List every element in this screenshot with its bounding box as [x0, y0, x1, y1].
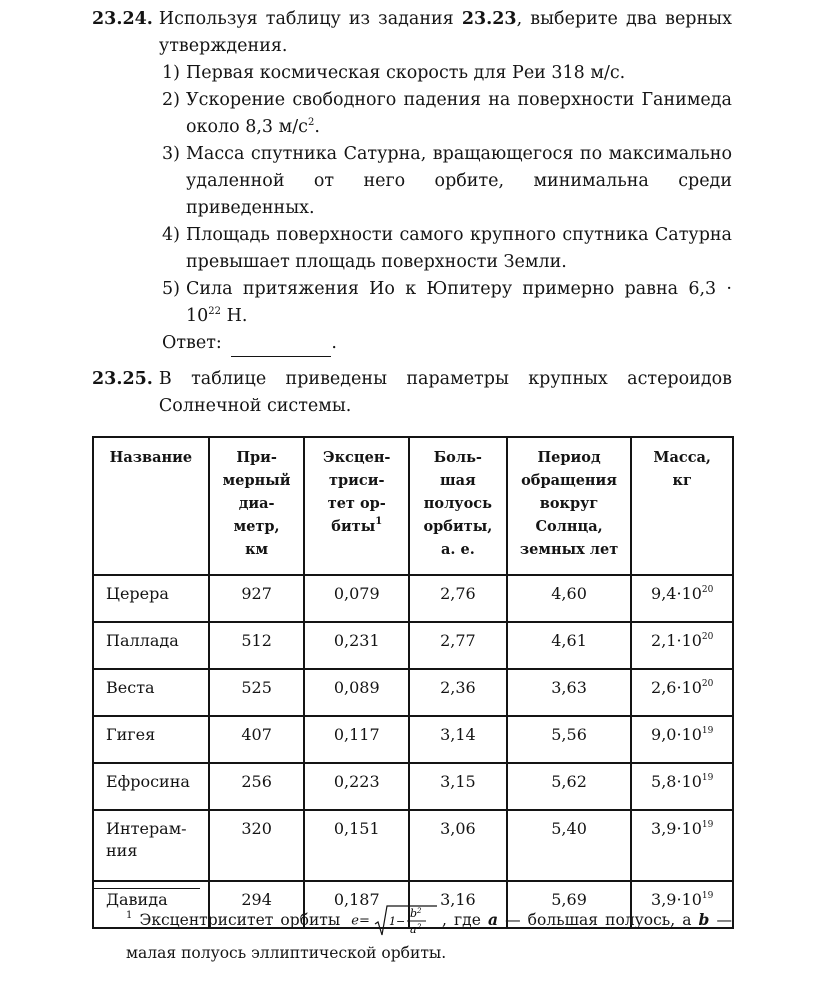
cell-name: Церера [93, 575, 209, 622]
footnote-text-a: — большая полуось, а [505, 911, 692, 929]
cell-diameter: 927 [209, 575, 305, 622]
cell-ecc: 0,151 [304, 810, 409, 881]
cell-period: 4,61 [507, 622, 632, 669]
column-header-label: Эксцен- триси- тет ор- биты [323, 449, 391, 535]
mass-mantissa: 3,9·10 [651, 819, 702, 838]
column-header-label: Масса, кг [653, 449, 711, 489]
mass-exponent: 20 [701, 585, 714, 595]
option-text [186, 222, 732, 276]
mass-exponent: 19 [701, 773, 714, 783]
footnote-text-end: — малая полуось эллиптической орбиты. [126, 911, 732, 962]
column-header [631, 437, 733, 575]
cell-name: Паллада [93, 622, 209, 669]
cell-diameter: 525 [209, 669, 305, 716]
cell-name: Ефросина [93, 763, 209, 810]
answer-label: Ответ: [162, 333, 222, 353]
table-row [93, 716, 733, 763]
column-header [507, 437, 632, 575]
mass-mantissa: 2,1·10 [651, 631, 702, 650]
cell-ecc: 0,089 [304, 669, 409, 716]
formula-one: 1 [389, 915, 397, 928]
option-superscript: 22 [208, 306, 222, 317]
table-header-row [93, 437, 733, 575]
option-number: 1) [162, 63, 180, 83]
cell-name: Веста [93, 669, 209, 716]
mass-exponent: 20 [701, 679, 714, 689]
table-body [93, 575, 733, 928]
cell-name: Интерам- ния [93, 810, 209, 881]
cell-axis: 3,14 [409, 716, 507, 763]
task-intro [159, 6, 732, 60]
table-row [93, 622, 733, 669]
cell-mass [631, 575, 733, 622]
answer-row [162, 330, 732, 357]
footnote-text-start: Эксцентриситет орбиты [139, 911, 341, 929]
column-header-label: Период обращения вокруг Солнца, земных лет [519, 449, 619, 558]
option-text-main: Первая космическая скорость для Реи 318 м/с. [186, 63, 626, 83]
answer-end: . [331, 333, 337, 353]
option-number: 2) [162, 90, 180, 110]
cell-period: 5,62 [507, 763, 632, 810]
option-text [186, 87, 732, 141]
cell-diameter: 294 [209, 881, 305, 928]
footnote [92, 904, 732, 968]
option-text-main: Сила притяжения Ио к Юпитеру примерно равна 6,3 · 10 [186, 279, 732, 326]
task-intro-end: , выберите два верных утверждения. [158, 9, 732, 56]
cell-axis: 3,16 [409, 881, 507, 928]
formula-lhs: e [351, 913, 359, 929]
cell-ecc: 0,187 [304, 881, 409, 928]
table-row [93, 810, 733, 881]
option-item [162, 60, 732, 87]
cell-mass [631, 669, 733, 716]
cell-mass [631, 716, 733, 763]
footnote-var-b: b [698, 910, 710, 929]
option-superscript: 2 [307, 117, 315, 128]
cell-mass [631, 622, 733, 669]
formula-minus: − [396, 915, 406, 928]
cell-mass [631, 810, 733, 881]
task-text: В таблице приведены параметры крупных астероидов Солнечной системы. [158, 369, 732, 416]
cell-axis: 2,77 [409, 622, 507, 669]
option-text-after: Н. [221, 306, 248, 326]
cell-diameter: 320 [209, 810, 305, 881]
footnote-var-a: a [487, 910, 499, 929]
sqrt-fraction-icon [374, 904, 438, 938]
table-row [93, 763, 733, 810]
column-header-label: При- мерный диа- метр, км [222, 449, 291, 558]
footnote-marker: 1 [126, 910, 133, 921]
formula-den-pow: 2 [417, 923, 422, 931]
option-text [186, 141, 732, 222]
option-text [186, 276, 732, 330]
option-text-after: . [314, 117, 320, 137]
cell-ecc: 0,079 [304, 575, 409, 622]
formula-num: b [410, 907, 418, 920]
option-number: 5) [162, 279, 180, 299]
task-number: 23.24. [92, 9, 153, 29]
option-text-main: Ускорение свободного падения на поверхности Ганимеда около 8,3 м/с [186, 90, 732, 137]
formula-den: a [410, 923, 417, 936]
column-header [93, 437, 209, 575]
cell-period: 5,69 [507, 881, 632, 928]
task-header [92, 6, 732, 60]
mass-exponent: 20 [701, 632, 714, 642]
cell-axis: 2,76 [409, 575, 507, 622]
mass-exponent: 19 [701, 820, 714, 830]
option-text [186, 60, 732, 87]
answer-field[interactable] [231, 338, 331, 357]
column-header [209, 437, 305, 575]
option-text-main: Площадь поверхности самого крупного спутника Сатурна превышает площадь поверхности Земли. [186, 225, 732, 272]
mass-exponent: 19 [701, 891, 714, 901]
cell-ecc: 0,223 [304, 763, 409, 810]
asteroid-table [92, 436, 734, 929]
footnote-ref: 1 [375, 516, 383, 527]
table-row [93, 669, 733, 716]
formula-num-pow: 2 [417, 907, 422, 915]
cell-name: Гигея [93, 716, 209, 763]
eccentricity-formula [351, 904, 438, 938]
column-header-label: Боль- шая полуось орбиты, а. е. [423, 449, 493, 558]
task-23-25 [92, 366, 732, 420]
footnote-divider [92, 888, 200, 889]
mass-mantissa: 9,4·10 [651, 584, 702, 603]
cell-period: 5,56 [507, 716, 632, 763]
cell-name: Давида [93, 881, 209, 928]
cell-period: 3,63 [507, 669, 632, 716]
cell-ecc: 0,117 [304, 716, 409, 763]
option-number: 3) [162, 144, 180, 164]
mass-mantissa: 9,0·10 [651, 725, 702, 744]
option-item [162, 87, 732, 141]
task-23-24 [92, 6, 732, 357]
mass-mantissa: 5,8·10 [651, 772, 702, 791]
task-intro-start: Используя таблицу из задания [158, 9, 454, 29]
cell-axis: 3,15 [409, 763, 507, 810]
cell-mass [631, 763, 733, 810]
cell-period: 4,60 [507, 575, 632, 622]
option-item [162, 141, 732, 222]
options-list [92, 60, 732, 330]
formula-eq: = [359, 913, 370, 929]
option-item [162, 276, 732, 330]
column-header [409, 437, 507, 575]
mass-exponent: 19 [701, 726, 714, 736]
cell-period: 5,40 [507, 810, 632, 881]
mass-mantissa: 2,6·10 [651, 678, 702, 697]
column-header-label: Название [109, 449, 193, 466]
cell-axis: 3,06 [409, 810, 507, 881]
cell-diameter: 256 [209, 763, 305, 810]
mass-mantissa: 3,9·10 [651, 890, 702, 909]
option-text-main: Масса спутника Сатурна, вращающегося по максимально удаленной от него орбите, минимальна среди приведенных. [186, 144, 732, 218]
cell-axis: 2,36 [409, 669, 507, 716]
cell-ecc: 0,231 [304, 622, 409, 669]
column-header [304, 437, 409, 575]
task-number: 23.25. [92, 369, 153, 389]
task-header [92, 366, 732, 420]
task-reference: 23.23 [461, 9, 517, 29]
table-row [93, 575, 733, 622]
option-item [162, 222, 732, 276]
option-number: 4) [162, 225, 180, 245]
cell-diameter: 407 [209, 716, 305, 763]
footnote-text-mid: , где [442, 911, 481, 929]
cell-diameter: 512 [209, 622, 305, 669]
